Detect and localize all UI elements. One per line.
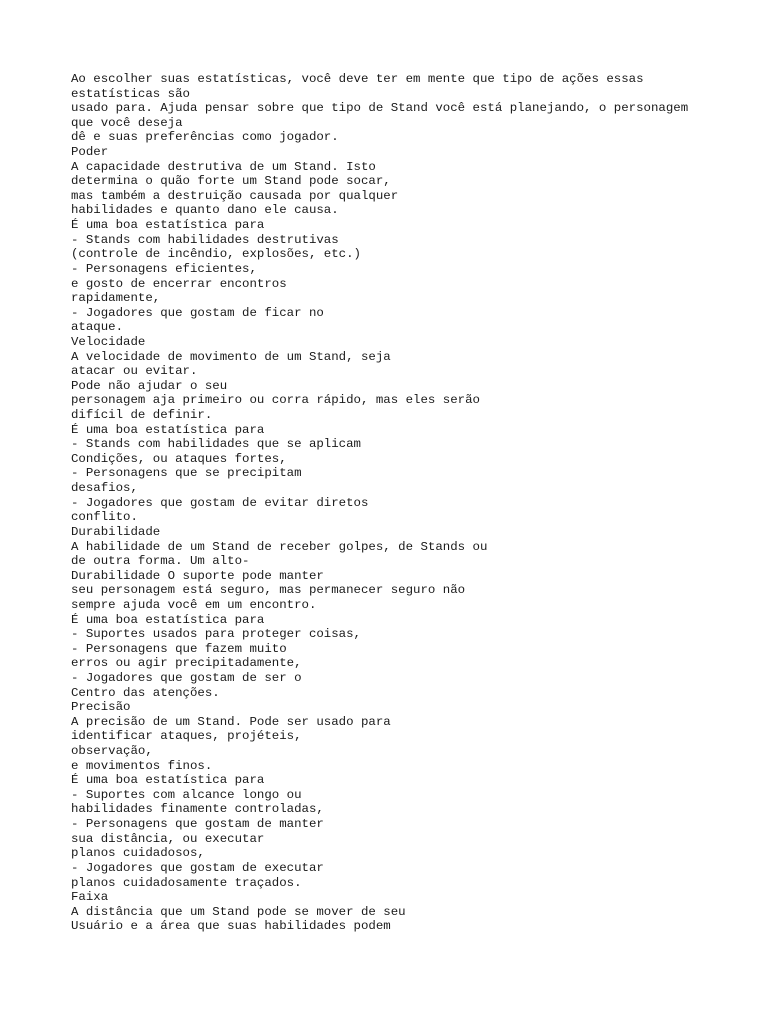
text-line: habilidades finamente controladas,: [71, 802, 324, 817]
text-line: Ao escolher suas estatísticas, você deve ter em mente que tipo de ações essas: [71, 72, 644, 86]
text-line: Centro das atenções.: [71, 685, 220, 700]
text-line: mas também a destruição causada por qualquer: [71, 188, 399, 203]
text-line: habilidades e quanto dano ele causa.: [71, 203, 339, 218]
text-line: - Suportes usados para proteger coisas,: [71, 627, 361, 642]
text-line: observação,: [71, 744, 153, 759]
text-line: - Personagens eficientes,: [71, 261, 257, 276]
text-line: A habilidade de um Stand de receber golpes, de Stands ou: [71, 539, 488, 554]
text-line: desafios,: [71, 481, 138, 496]
text-line: e movimentos finos.: [71, 758, 213, 773]
text-line: estatísticas são: [71, 86, 190, 101]
text-line: sempre ajuda você em um encontro.: [71, 597, 317, 612]
text-line: (controle de incêndio, explosões, etc.): [71, 247, 361, 262]
text-line: É uma boa estatística para: [71, 422, 265, 437]
text-line: erros ou agir precipitadamente,: [71, 656, 302, 671]
text-line: A precisão de um Stand. Pode ser usado para: [71, 714, 391, 729]
text-line: Condições, ou ataques fortes,: [71, 451, 287, 466]
text-line: dê e suas preferências como jogador.: [71, 130, 339, 145]
text-line: atacar ou evitar.: [71, 364, 198, 379]
text-line: Velocidade: [71, 334, 146, 349]
text-line: É uma boa estatística para: [71, 218, 265, 233]
text-line: A capacidade destrutiva de um Stand. Isto: [71, 159, 376, 174]
text-line: A velocidade de movimento de um Stand, seja: [71, 349, 391, 364]
text-line: identificar ataques, projéteis,: [71, 729, 302, 744]
text-line: Faixa: [71, 890, 109, 905]
text-line: que você deseja: [71, 115, 183, 130]
text-line: de outra forma. Um alto-: [71, 554, 250, 569]
text-line: e gosto de encerrar encontros: [71, 276, 287, 291]
text-line: - Jogadores que gostam de ser o: [71, 670, 302, 685]
text-line: Poder: [71, 145, 109, 160]
text-line: - Jogadores que gostam de executar: [71, 860, 324, 875]
text-line: usado para. Ajuda pensar sobre que tipo de Stand você está planejando, o personagem: [71, 101, 689, 116]
text-line: difícil de definir.: [71, 408, 213, 423]
text-line: - Suportes com alcance longo ou: [71, 787, 302, 802]
text-line: ataque.: [71, 320, 124, 335]
text-line: Durabilidade O suporte pode manter: [71, 568, 324, 583]
text-line: - Stands com habilidades que se aplicam: [71, 437, 361, 452]
text-line: planos cuidadosos,: [71, 846, 205, 861]
text-line: - Personagens que se precipitam: [71, 466, 302, 481]
text-line: - Stands com habilidades destrutivas: [71, 232, 339, 247]
text-line: planos cuidadosamente traçados.: [71, 875, 302, 890]
document-text: [71, 72, 731, 934]
text-line: - Jogadores que gostam de evitar diretos: [71, 495, 369, 510]
text-line: rapidamente,: [71, 291, 161, 306]
text-line: - Personagens que gostam de manter: [71, 817, 324, 832]
text-line: seu personagem está seguro, mas permanecer seguro não: [71, 583, 466, 598]
text-line: Usuário e a área que suas habilidades podem: [71, 919, 391, 934]
text-line: - Jogadores que gostam de ficar no: [71, 305, 324, 320]
text-line: É uma boa estatística para: [71, 773, 265, 788]
text-line: Precisão: [71, 700, 131, 715]
text-line: sua distância, ou executar: [71, 831, 265, 846]
text-line: conflito.: [71, 510, 138, 525]
text-line: determina o quão forte um Stand pode socar,: [71, 174, 391, 189]
text-line: personagem aja primeiro ou corra rápido, mas eles serão: [71, 393, 480, 408]
text-line: - Personagens que fazem muito: [71, 641, 287, 656]
text-line: Durabilidade: [71, 524, 161, 539]
text-line: Pode não ajudar o seu: [71, 378, 228, 393]
text-line: É uma boa estatística para: [71, 612, 265, 627]
text-line: A distância que um Stand pode se mover de seu: [71, 904, 406, 919]
